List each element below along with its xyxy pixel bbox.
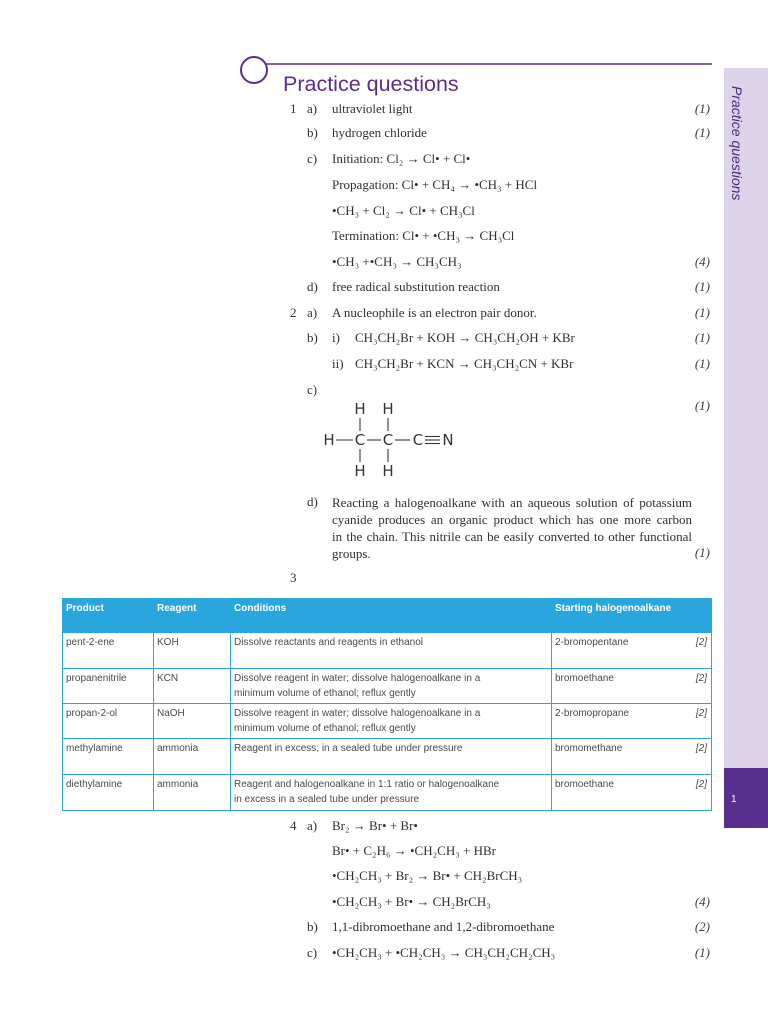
cell-conditions: Dissolve reagent in water; dissolve halogenoalkane in a minimum volume of ethanol; reflux gently bbox=[231, 704, 552, 739]
paragraph-line: cyanide produces an organic product which has one more carbon bbox=[332, 512, 692, 527]
answer-paragraph bbox=[332, 494, 692, 562]
cell-conditions: Reagent and halogenoalkane in 1:1 ratio or halogenoalkane in excess in a sealed tube under pressure bbox=[231, 775, 552, 811]
subpart-label: i) bbox=[332, 330, 340, 345]
propanenitrile-structure bbox=[315, 397, 465, 481]
starting-halogenoalkane-text: 2-bromopentane bbox=[555, 637, 629, 648]
part-label: c) bbox=[307, 945, 318, 960]
mark: (1) bbox=[694, 945, 710, 960]
column-header-product: Product bbox=[63, 599, 154, 633]
answer-text: hydrogen chloride bbox=[332, 125, 427, 140]
cell-starting-halogenoalkane bbox=[552, 775, 712, 811]
mark: (1) bbox=[694, 125, 710, 140]
cell-product: methylamine bbox=[63, 739, 154, 775]
cell-reagent: KCN bbox=[154, 669, 231, 704]
column-header-starting-halogenoalkane: Starting halogenoalkane bbox=[552, 599, 712, 633]
atom-h: H bbox=[382, 462, 394, 480]
equation-line: CH₃CH₂Br + KCN → CH₃CH₂CN + KBr bbox=[355, 356, 574, 371]
side-tab-label: Practice questions bbox=[729, 86, 745, 201]
answer-text: ultraviolet light bbox=[332, 101, 413, 116]
starting-halogenoalkane-text: 2-bromopropane bbox=[555, 708, 629, 719]
cell-reagent: NaOH bbox=[154, 704, 231, 739]
part-label: a) bbox=[307, 305, 318, 320]
cell-reagent: KOH bbox=[154, 633, 231, 669]
subpart-label: ii) bbox=[332, 356, 344, 371]
mark: (1) bbox=[694, 305, 710, 320]
mark: (1) bbox=[694, 356, 710, 371]
mark: (1) bbox=[694, 279, 710, 294]
cell-product: propan-2-ol bbox=[63, 704, 154, 739]
equation-line: Propagation: Cl• + CH₄ → •CH₃ + HCl bbox=[332, 177, 538, 192]
mark: [2] bbox=[695, 779, 707, 790]
cell-starting-halogenoalkane bbox=[552, 633, 712, 669]
equation-line: Br• + C₂H₆ → •CH₂CH₃ + HBr bbox=[332, 843, 496, 858]
table-header-row bbox=[63, 599, 712, 633]
cell-product: diethylamine bbox=[63, 775, 154, 811]
equation-line: •CH₂CH₃ + •CH₂CH₃ → CH₃CH₂CH₂CH₃ bbox=[332, 945, 556, 960]
atom-c: C bbox=[354, 431, 366, 449]
cell-reagent: ammonia bbox=[154, 739, 231, 775]
table-row bbox=[63, 669, 712, 704]
atom-h: H bbox=[382, 400, 394, 418]
column-header-conditions: Conditions bbox=[231, 599, 552, 633]
equation-line: •CH₂CH₃ + Br₂ → Br• + CH₂BrCH₃ bbox=[332, 868, 523, 883]
mark: (1) bbox=[694, 101, 710, 116]
page-title: Practice questions bbox=[283, 72, 459, 96]
page-number-tab bbox=[724, 768, 768, 828]
atom-h: H bbox=[323, 431, 335, 449]
part-label: a) bbox=[307, 101, 318, 116]
mark: [2] bbox=[695, 708, 707, 719]
question-number: 3 bbox=[290, 570, 297, 585]
mark: (4) bbox=[694, 894, 710, 909]
equation-line: Br₂ → Br• + Br• bbox=[332, 818, 418, 833]
part-label: d) bbox=[307, 279, 318, 294]
cell-product: propanenitrile bbox=[63, 669, 154, 704]
equation-line: •CH₃ + Cl₂ → Cl• + CH₃Cl bbox=[332, 203, 475, 218]
question-number: 1 bbox=[290, 101, 297, 116]
mark: (4) bbox=[694, 254, 710, 269]
part-label: b) bbox=[307, 919, 318, 934]
equation-line: CH₃CH₂Br + KOH → CH₃CH₂OH + KBr bbox=[355, 330, 575, 345]
part-label: d) bbox=[307, 494, 318, 509]
mark: [2] bbox=[695, 743, 707, 754]
part-label: c) bbox=[307, 382, 318, 397]
mark: (2) bbox=[694, 919, 710, 934]
cell-product: pent-2-ene bbox=[63, 633, 154, 669]
heading-circle-icon bbox=[241, 57, 267, 83]
paragraph-line: Reacting a halogenoalkane with an aqueous solution of potassium bbox=[332, 495, 692, 510]
cell-reagent: ammonia bbox=[154, 775, 231, 811]
mark: (1) bbox=[694, 545, 710, 560]
answer-text: 1,1-dibromoethane and 1,2-dibromoethane bbox=[332, 919, 555, 934]
mark: (1) bbox=[694, 330, 710, 345]
question-number: 4 bbox=[290, 818, 297, 833]
page-number: 1 bbox=[731, 794, 737, 805]
mark: (1) bbox=[694, 398, 710, 413]
side-tab bbox=[724, 68, 768, 768]
cell-conditions: Dissolve reactants and reagents in ethanol bbox=[231, 633, 552, 669]
cell-conditions: Dissolve reagent in water; dissolve halogenoalkane in a minimum volume of ethanol; reflux gently bbox=[231, 669, 552, 704]
part-label: b) bbox=[307, 125, 318, 140]
equation-line: •CH₂CH₃ + Br• → CH₂BrCH₃ bbox=[332, 894, 491, 909]
cell-starting-halogenoalkane bbox=[552, 739, 712, 775]
part-label: a) bbox=[307, 818, 318, 833]
table-row bbox=[63, 633, 712, 669]
cell-conditions: Reagent in excess; in a sealed tube under pressure bbox=[231, 739, 552, 775]
answer-text: A nucleophile is an electron pair donor. bbox=[332, 305, 537, 320]
mark: [2] bbox=[695, 637, 707, 648]
table-row bbox=[63, 704, 712, 739]
paragraph-line: groups. bbox=[332, 546, 371, 561]
column-header-reagent: Reagent bbox=[154, 599, 231, 633]
table-row bbox=[63, 739, 712, 775]
atom-c: C bbox=[412, 431, 424, 449]
part-label: c) bbox=[307, 151, 318, 166]
equation-line: Termination: Cl• + •CH₃ → CH₃Cl bbox=[332, 228, 515, 243]
atom-c: C bbox=[382, 431, 394, 449]
mark: [2] bbox=[695, 673, 707, 684]
atom-h: H bbox=[354, 400, 366, 418]
starting-halogenoalkane-text: bromomethane bbox=[555, 743, 623, 754]
question-number: 2 bbox=[290, 305, 297, 320]
triple-bond bbox=[425, 437, 440, 444]
starting-halogenoalkane-text: bromoethane bbox=[555, 673, 614, 684]
cell-starting-halogenoalkane bbox=[552, 669, 712, 704]
reactions-table bbox=[62, 598, 712, 811]
cell-starting-halogenoalkane bbox=[552, 704, 712, 739]
atom-n: N bbox=[442, 431, 454, 449]
atom-h: H bbox=[354, 462, 366, 480]
equation-line: Initiation: Cl₂ → Cl• + Cl• bbox=[332, 151, 471, 166]
part-label: b) bbox=[307, 330, 318, 345]
table-row bbox=[63, 775, 712, 811]
paragraph-line: in the chain. This nitrile can be easily converted to other functional bbox=[332, 529, 692, 544]
starting-halogenoalkane-text: bromoethane bbox=[555, 779, 614, 790]
equation-line: •CH₃ +•CH₃ → CH₃CH₃ bbox=[332, 254, 462, 269]
answer-text: free radical substitution reaction bbox=[332, 279, 500, 294]
